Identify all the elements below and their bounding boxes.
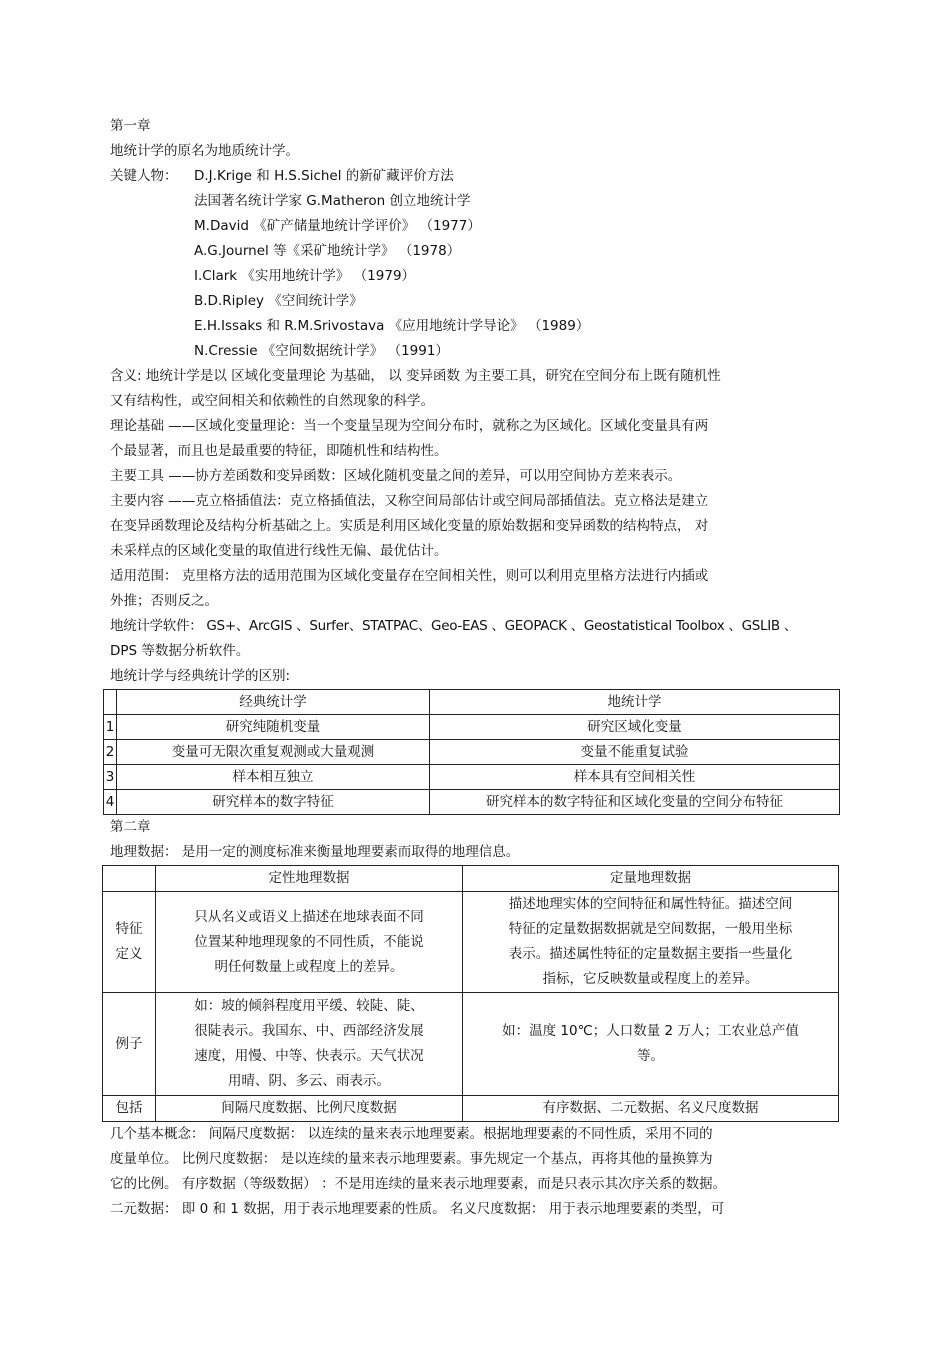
key-person: M.David 《矿产储量地统计学评价》 （1977） [194, 218, 481, 234]
cell-line: 只从名义或语义上描述在地球表面不同 [194, 908, 424, 925]
scope-line: 外推；否则反之。 [110, 593, 218, 609]
table-cell: 有序数据、二元数据、名义尺度数据 [463, 1096, 839, 1122]
table-cell: 研究纯随机变量 [117, 715, 430, 740]
table-row [103, 993, 839, 1096]
cell-line: 表示。描述属性特征的定量数据主要指一些量化 [508, 946, 793, 962]
row-label: 包括 [103, 1096, 156, 1122]
row-number: 1 [104, 715, 117, 740]
table-cell [104, 690, 117, 715]
row-label-line: 定义 [115, 946, 143, 962]
cell-line: 指标，它反映数量或程度上的差异。 [542, 971, 759, 987]
key-person: D.J.Krige 和 H.S.Sichel 的新矿藏评价方法 [194, 168, 454, 184]
table-header: 定量地理数据 [463, 866, 839, 892]
table-cell: 间隔尺度数据、比例尺度数据 [156, 1096, 463, 1122]
row-number: 2 [104, 740, 117, 765]
content-line: 未采样点的区域化变量的取值进行线性无偏、最优估计。 [110, 543, 448, 559]
concepts-line: 几个基本概念： 间隔尺度数据： 以连续的量来表示地理要素。根据地理要素的不同性质，采用不同的 [110, 1126, 713, 1142]
table-header: 经典统计学 [117, 690, 430, 715]
software-line: DPS 等数据分析软件。 [110, 643, 250, 659]
key-person: B.D.Ripley 《空间统计学》 [194, 293, 363, 309]
cell-line: 速度，用慢、中等、快表示。天气状况 [194, 1048, 424, 1064]
table-cell [156, 892, 463, 993]
table-header: 地统计学 [430, 690, 840, 715]
cell-line: 特征的定量数据数据就是空间数据，一般用坐标 [508, 921, 793, 937]
table-cell: 样本具有空间相关性 [430, 765, 840, 790]
table-row [103, 892, 839, 993]
table-row [104, 740, 840, 765]
tools-line: 主要工具 ——协方差函数和变异函数：区域化随机变量之间的差异，可以用空间协方差来表示。 [110, 468, 682, 484]
chapter-1-title: 第一章 [110, 118, 151, 134]
key-people-first-line [110, 164, 850, 189]
cell-line: 明任何数量上或程度上的差异。 [214, 958, 404, 975]
table-cell: 变量不能重复试验 [430, 740, 840, 765]
key-people-label: 关键人物： [110, 168, 178, 184]
concepts-line: 二元数据： 即 0 和 1 数据，用于表示地理要素的性质。 名义尺度数据： 用于表示地理要素的类型，可 [110, 1201, 725, 1217]
cell-line: 用晴、阴、多云、雨表示。 [228, 1073, 390, 1089]
table-cell: 样本相互独立 [117, 765, 430, 790]
content-line: 主要内容 ——克立格插值法：克立格插值法，又称空间局部估计或空间局部插值法。克立格法是建立 [110, 493, 709, 509]
table-cell: 研究区域化变量 [430, 715, 840, 740]
table-cell: 研究样本的数字特征 [117, 790, 430, 815]
document-page [105, 114, 850, 1222]
row-number: 3 [104, 765, 117, 790]
scope-line: 适用范围： 克里格方法的适用范围为区域化变量存在空间相关性，则可以利用克里格方法进行内插或 [110, 568, 709, 584]
theory-line: 个最显著，而且也是最重要的特征，即随机性和结构性。 [110, 443, 448, 459]
cell-line: 位置某种地理现象的不同性质，不能说 [194, 933, 424, 950]
table-cell [103, 866, 156, 892]
cell-line: 很陡表示。我国东、中、西部经济发展 [194, 1023, 424, 1039]
table-cell [463, 892, 839, 993]
cell-line: 等。 [637, 1048, 664, 1064]
table-cell: 研究样本的数字特征和区域化变量的空间分布特征 [430, 790, 840, 815]
cell-line: 如：坡的倾斜程度用平缓、较陡、陡、 [194, 998, 424, 1014]
definition-line: 又有结构性，或空间相关和依赖性的自然现象的科学。 [110, 393, 434, 409]
table-cell [463, 993, 839, 1096]
row-number: 4 [104, 790, 117, 815]
software-line: 地统计学软件： GS+、ArcGIS 、Surfer、STATPAC、Geo-EAS 、GEOPACK 、Geostatistical Toolbox 、GSLIB 、 [110, 618, 798, 634]
concepts-line: 它的比例。 有序数据（等级数据） ：不是用连续的量来表示地理要素，而是只表示其次序关系的数据。 [110, 1176, 727, 1192]
row-label [103, 892, 156, 993]
key-person: 法国著名统计学家 G.Matheron 创立地统计学 [194, 193, 471, 209]
table-header-row [103, 866, 839, 892]
key-person: A.G.Journel 等《采矿地统计学》 （1978） [194, 243, 461, 259]
row-label: 例子 [103, 993, 156, 1096]
table-row [104, 765, 840, 790]
table-cell: 变量可无限次重复观测或大量观测 [117, 740, 430, 765]
table-row [104, 790, 840, 815]
chapter-2-title: 第二章 [110, 819, 151, 835]
cell-line: 如：温度 10℃；人口数量 2 万人；工农业总产值 [502, 1023, 799, 1039]
definition-line: 含义: 地统计学是以 区域化变量理论 为基础， 以 变异函数 为主要工具，研究在空间分布上既有随机性 [110, 368, 721, 384]
concepts-line: 度量单位。 比例尺度数据： 是以连续的量来表示地理要素。事先规定一个基点，再将其他的量换算为 [110, 1151, 713, 1167]
table-cell [156, 993, 463, 1096]
key-person: E.H.Issaks 和 R.M.Srivostava 《应用地统计学导论》 （1989） [194, 318, 590, 334]
row-label-line: 特征 [115, 921, 143, 937]
table-header-row [104, 690, 840, 715]
cell-line: 描述地理实体的空间特征和属性特征。描述空间 [508, 896, 793, 912]
intro-line: 地统计学的原名为地质统计学。 [110, 143, 299, 159]
theory-line: 理论基础 ——区域化变量理论：当一个变量呈现为空间分布时，就称之为区域化。区域化变量具有两 [110, 418, 709, 434]
content-line: 在变异函数理论及结构分析基础之上。实质是利用区域化变量的原始数据和变异函数的结构特点， 对 [110, 518, 709, 534]
geo-data-table [102, 865, 839, 1122]
table-header: 定性地理数据 [156, 866, 463, 892]
geo-data-line: 地理数据： 是用一定的测度标准来衡量地理要素而取得的地理信息。 [110, 844, 520, 860]
key-person: I.Clark 《实用地统计学》 （1979） [194, 268, 416, 284]
table-row [104, 715, 840, 740]
table-row [103, 1096, 839, 1122]
comparison-table [103, 689, 840, 815]
key-person: N.Cressie 《空间数据统计学》 （1991） [194, 343, 449, 359]
comparison-heading: 地统计学与经典统计学的区别: [110, 668, 291, 684]
